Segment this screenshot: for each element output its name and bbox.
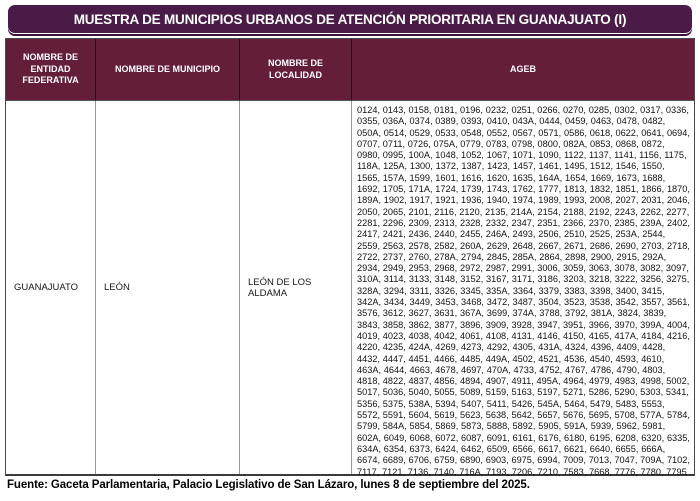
- column-header-municipio: NOMBRE DE MUNICIPIO: [96, 39, 240, 101]
- table-title-banner: [8, 5, 692, 33]
- column-header-entidad: NOMBRE DE ENTIDAD FEDERATIVA: [6, 39, 96, 101]
- column-header-localidad: NOMBRE DE LOCALIDAD: [240, 39, 352, 101]
- cell-municipio: LEÓN: [96, 101, 240, 474]
- source-note: Fuente: Gaceta Parlamentaria, Palacio Legislativo de San Lázaro, lunes 8 de septiembre del 2025.: [7, 479, 530, 491]
- priority-municipalities-table: [5, 38, 695, 476]
- cell-ageb-codes: 0124, 0143, 0158, 0181, 0196, 0232, 0251, 0266, 0270, 0285, 0302, 0317, 0336, 0355, 036A, 0374, 0389, 0393, 0410, 043A, 0444, 0459, 0463, 0478, 0482, 050A, 0514, 0529, 0533, 0548, 0552, 0567, 0571, 0586, 0618, 0622, 0641, 0694, 0707, 0711, 0726, 075A, 0779, 0783, 0798, 0800, 082A, 0853, 0868, 0872, 0980, 0995, 100A, 1048, 1052, 1067, 1071, 1090, 1122, 1137, 1141, 1156, 1175, 118A, 125A, 1300, 1372, 1387, 1423, 1457, 1461, 1495, 1512, 1546, 1550, 1565, 157A, 1599, 1601, 1616, 1620, 1635, 164A, 1654, 1669, 1673, 1688, 1692, 1705, 171A, 1724, 1739, 1743, 1762, 1777, 1813, 1832, 1851, 1866, 1870, 189A, 1902, 1917, 1921, 1936, 1940, 1974, 1989, 1993, 2008, 2027, 2031, 2046, 2050, 2065, 2101, 2116, 2120, 2135, 214A, 2154, 2188, 2192, 2243, 2262, 2277, 2281, 2296, 2309, 2313, 2328, 2332, 2347, 2351, 2366, 2370, 2385, 239A, 2402, 2417, 2421, 2436, 2440, 2455, 246A, 2493, 2506, 2510, 2525, 253A, 2544, 2559, 2563, 2578, 2582, 260A, 2629, 2648, 2667, 2671, 2686, 2690, 2703, 2718, 2722, 2737, 2760, 278A, 2794, 2845, 285A, 2864, 2898, 2900, 2915, 292A, 2934, 2949, 2953, 2968, 2972, 2987, 2991, 3006, 3059, 3063, 3078, 3082, 3097, 310A, 3114, 3133, 3148, 3152, 3167, 3171, 3186, 3203, 3218, 3222, 3256, 3275, 328A, 3294, 3311, 3326, 3345, 335A, 3364, 3379, 3383, 3398, 3400, 3415, 342A, 3434, 3449, 3453, 3468, 3472, 3487, 3504, 3523, 3538, 3542, 3557, 3561, 3576, 3612, 3627, 3631, 367A, 3699, 374A, 3788, 3792, 381A, 3824, 3839, 3843, 3858, 3862, 3877, 3896, 3909, 3928, 3947, 3951, 3966, 3970, 399A, 4004, 4019, 4023, 4038, 4042, 4061, 4108, 4131, 4146, 4150, 4165, 417A, 4184, 4216, 4220, 4235, 424A, 4269, 4273, 4292, 4305, 431A, 4324, 4396, 4409, 4428, 4432, 4447, 4451, 4466, 4485, 449A, 4502, 4521, 4536, 4540, 4593, 4610, 463A, 4644, 4663, 4678, 4697, 470A, 4733, 4752, 4767, 4786, 4790, 4803, 4818, 4822, 4837, 4856, 4894, 4907, 4911, 495A, 4964, 4979, 4983, 4998, 5002, 5017, 5036, 5040, 5055, 5089, 5159, 5163, 5197, 5271, 5286, 5290, 5303, 5341, 5356, 5375, 538A, 5394, 5407, 5411, 5426, 545A, 5464, 5479, 5483, 5553, 5572, 5591, 5604, 5619, 5623, 5638, 5642, 5657, 5676, 5695, 5708, 577A, 5784, 5799, 584A, 5854, 5869, 5873, 5888, 5892, 5905, 591A, 5939, 5962, 5981, 602A, 6049, 6068, 6072, 6087, 6091, 6161, 6176, 6180, 6195, 6208, 6320, 6335, 634A, 6354, 6373, 6424, 6462, 6509, 6566, 6617, 6621, 6640, 6655, 666A, 6674, 6689, 6706, 6759, 6890, 6903, 6975, 6994, 7009, 7013, 7047, 709A, 7102, 7117, 7121, 7136, 7140, 716A, 7193, 7206, 7210, 7583, 7668, 7776, 7780, 7795: [352, 101, 694, 474]
- cell-localidad: LEÓN DE LOS ALDAMA: [240, 101, 352, 474]
- cell-entidad: GUANAJUATO: [6, 101, 96, 474]
- column-header-ageb: AGEB: [352, 39, 694, 101]
- table-title: MUESTRA DE MUNICIPIOS URBANOS DE ATENCIÓN PRIORITARIA EN GUANAJUATO (I): [73, 11, 627, 27]
